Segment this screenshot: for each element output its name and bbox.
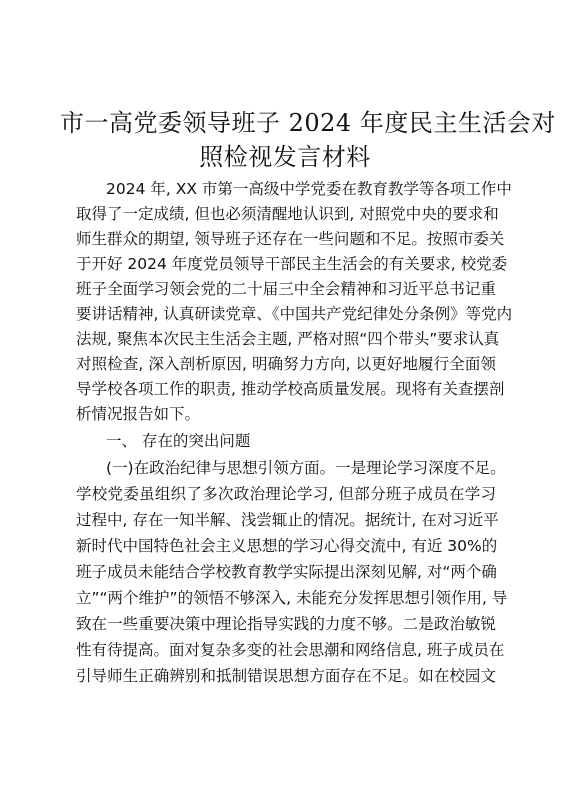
paragraph-1-line: 对照检查, 深入剖析原因, 明确努力方向, 以更好地履行全面领 [76,355,496,373]
paragraph-1-line: 2024 年, XX 市第一高级中学党委在教育教学等各项工作中 [106,180,512,198]
paragraph-2-line: 学校党委虽组织了多次政治理论学习, 但部分班子成员在学习 [76,485,496,503]
paragraph-2-line: 致在一些重要决策中理论指导实践的力度不够。二是政治敏锐 [76,615,496,633]
paragraph-2-line: 引导师生正确辨别和抵制错误思想方面存在不足。如在校园文 [76,667,496,685]
paragraph-1-line: 析情况报告如下。 [76,405,201,423]
paragraph-1-line: 取得了一定成绩, 但也必须清醒地认识到, 对照党中央的要求和 [76,205,499,223]
paragraph-1-line: 班子全面学习领会党的二十届三中全会精神和习近平总书记重 [76,280,496,298]
paragraph-2-line: 立”“两个维护”的领悟不够深入, 未能充分发挥思想引领作用, 导 [76,589,508,607]
section-heading: 一、 存在的突出问题 [106,432,251,450]
paragraph-2-line: 过程中, 存在一知半解、浅尝辄止的情况。据统计, 在对习近平 [76,511,499,529]
paragraph-1-line: 于开好 2024 年度党员领导干部民主生活会的有关要求, 校党委 [76,255,508,273]
paragraph-1-line: 要讲话精神, 认真研读党章、《中国共产党纪律处分条例》等党内 [76,305,513,323]
paragraph-1-line: 师生群众的期望, 领导班子还存在一些问题和不足。按照市委关 [76,230,505,248]
paragraph-1-line: 导学校各项工作的职责, 推动学校高质量发展。现将有关查摆剖 [76,380,505,398]
paragraph-1-line: 法规, 聚焦本次民主生活会主题, 严格对照“四个带头”要求认真 [76,330,500,348]
paragraph-2-line: 新时代中国特色社会主义思想的学习心得交流中, 有近 30%的 [76,537,498,555]
document-title-line-1: 市一高党委领导班子 2024 年度民主生活会对 [60,109,556,137]
paragraph-2-line: (一)在政治纪律与思想引领方面。一是理论学习深度不足。 [106,459,506,477]
document-title-line-2: 照检视发言材料 [199,143,371,171]
paragraph-2-line: 班子成员未能结合学校教育教学实际提出深刻见解, 对“两个确 [76,563,497,581]
paragraph-2-line: 性有待提高。面对复杂多变的社会思潮和网络信息, 班子成员在 [76,641,505,659]
